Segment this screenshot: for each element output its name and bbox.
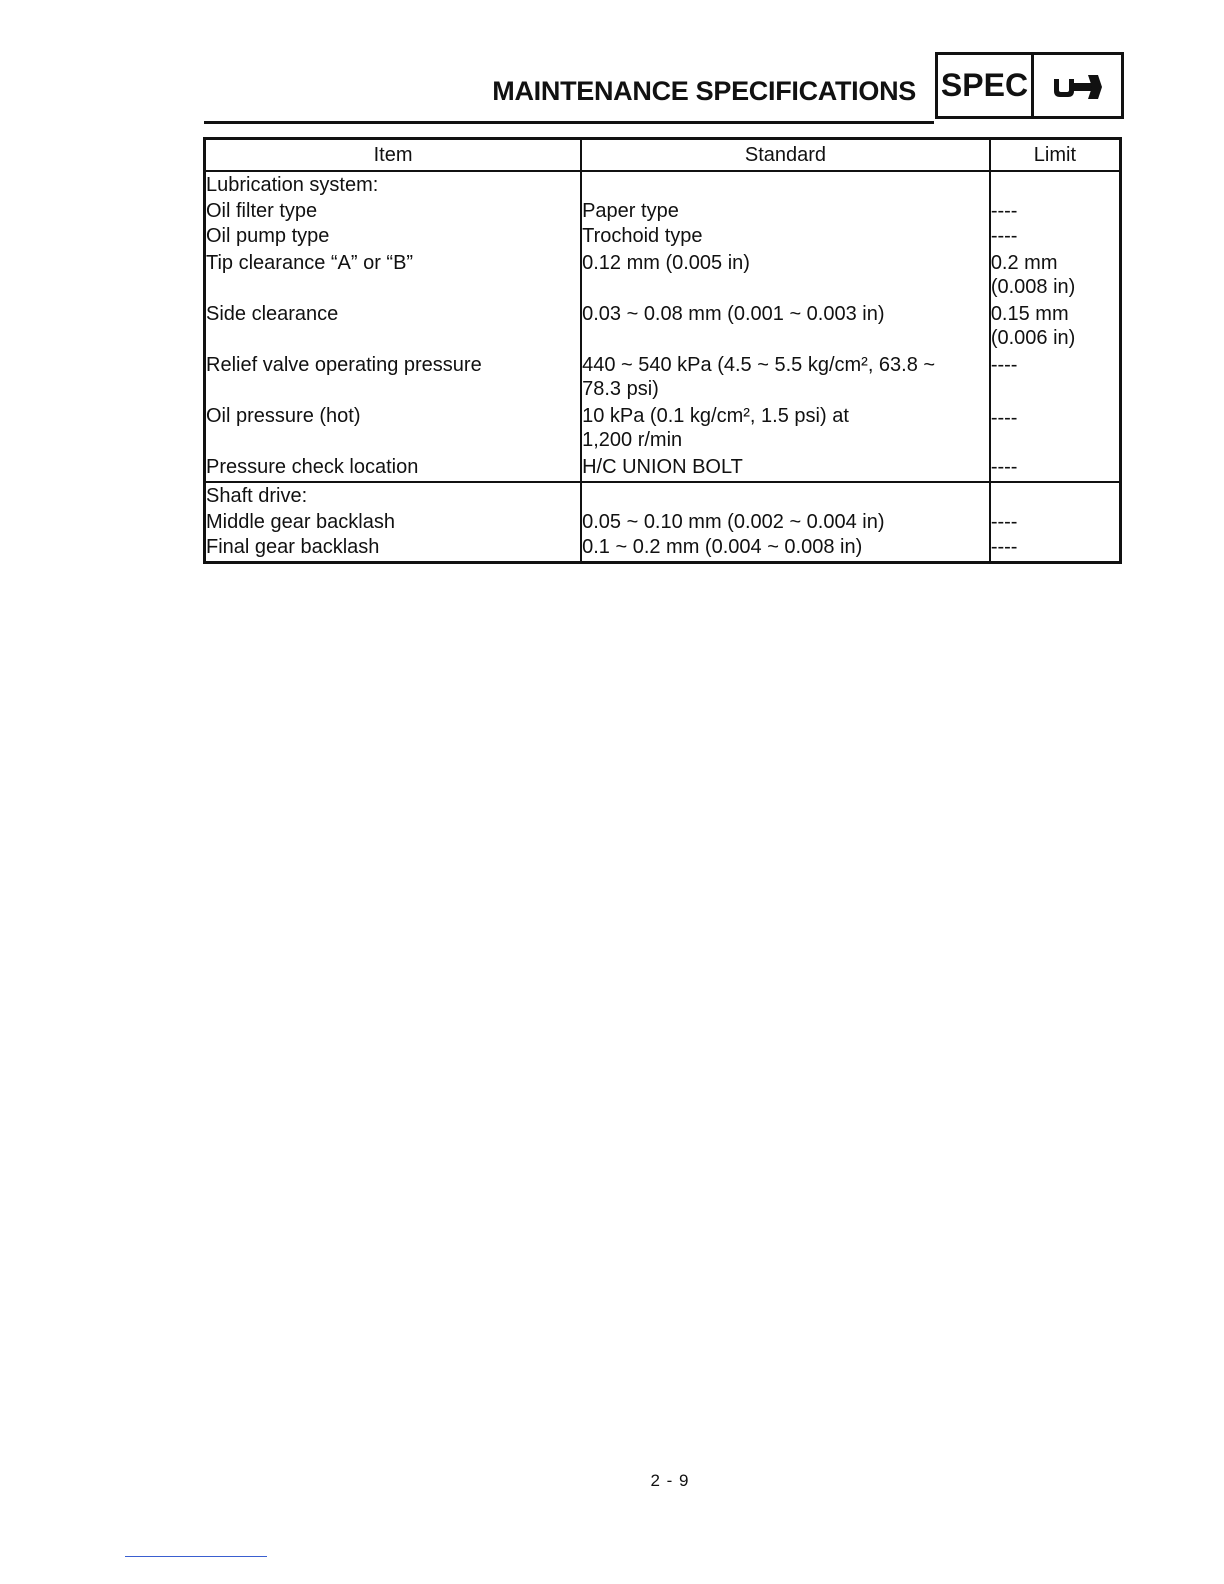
item-cell: Pressure check location: [205, 455, 582, 482]
col-header-limit: Limit: [990, 139, 1121, 172]
standard-cell: 0.05 ~ 0.10 mm (0.002 ~ 0.004 in): [581, 508, 990, 535]
standard-cell: 10 kPa (0.1 kg/cm², 1.5 psi) at 1,200 r/min: [581, 404, 990, 455]
limit-cell: ----: [990, 535, 1121, 562]
limit-cell: ----: [990, 197, 1121, 224]
standard-cell: Paper type: [581, 197, 990, 224]
table-row: [205, 508, 1121, 535]
limit-cell: ----: [990, 353, 1121, 404]
spec-badge: SPEC: [935, 52, 1031, 119]
item-cell: Side clearance: [205, 302, 582, 353]
wrench-icon-box: [1031, 52, 1124, 119]
standard-cell: 440 ~ 540 kPa (4.5 ~ 5.5 kg/cm², 63.8 ~ 78.3 psi): [581, 353, 990, 404]
item-cell: Final gear backlash: [205, 535, 582, 562]
limit-cell: ----: [990, 455, 1121, 482]
limit-cell: 0.15 mm (0.006 in): [990, 302, 1121, 353]
footer-rule: [125, 1556, 267, 1557]
table-row: [205, 455, 1121, 482]
table-row: [205, 353, 1121, 404]
table-row: [205, 197, 1121, 224]
item-cell: Middle gear backlash: [205, 508, 582, 535]
limit-cell: ----: [990, 404, 1121, 455]
table-row: [205, 535, 1121, 562]
standard-cell: 0.03 ~ 0.08 mm (0.001 ~ 0.003 in): [581, 302, 990, 353]
category-label: Shaft drive:: [205, 482, 582, 508]
standard-cell: Trochoid type: [581, 224, 990, 251]
limit-cell: ----: [990, 508, 1121, 535]
wrench-icon: [1050, 71, 1106, 101]
category-row: [205, 171, 1121, 197]
item-cell: Relief valve operating pressure: [205, 353, 582, 404]
col-header-item: Item: [205, 139, 582, 172]
item-cell: Oil pressure (hot): [205, 404, 582, 455]
standard-cell: 0.1 ~ 0.2 mm (0.004 ~ 0.008 in): [581, 535, 990, 562]
category-row: [205, 482, 1121, 508]
table-row: [205, 404, 1121, 455]
page-number: 2 - 9: [650, 1471, 690, 1490]
table-header-row: [205, 139, 1121, 172]
limit-cell: 0.2 mm (0.008 in): [990, 251, 1121, 302]
table-row: [205, 251, 1121, 302]
table-row: [205, 302, 1121, 353]
page-title: MAINTENANCE SPECIFICATIONS: [492, 76, 916, 106]
table-row: [205, 224, 1121, 251]
limit-cell: ----: [990, 224, 1121, 251]
spec-table: [203, 137, 1122, 564]
col-header-standard: Standard: [581, 139, 990, 172]
item-cell: Oil pump type: [205, 224, 582, 251]
standard-cell: H/C UNION BOLT: [581, 455, 990, 482]
item-cell: Tip clearance “A” or “B”: [205, 251, 582, 302]
item-cell: Oil filter type: [205, 197, 582, 224]
standard-cell: 0.12 mm (0.005 in): [581, 251, 990, 302]
category-label: Lubrication system:: [205, 171, 582, 197]
header-rule: [204, 121, 934, 124]
